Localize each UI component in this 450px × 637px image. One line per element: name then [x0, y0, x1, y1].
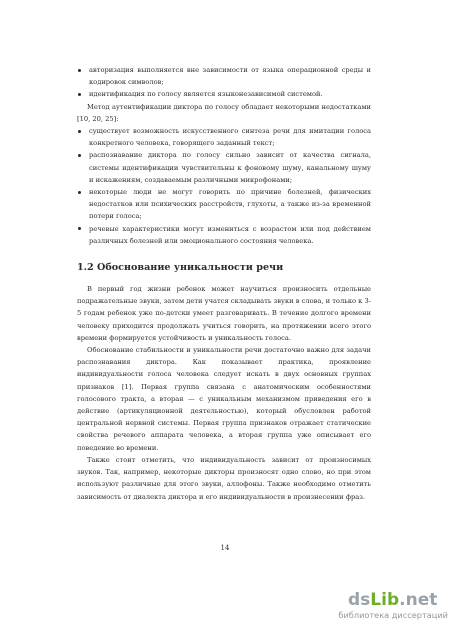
- paragraph: Также стоит отметить, что индивидуальность зависит от произносимых звуков. Так, например, некоторые дикторы произносят одно слово, но при этом используют различные для этого звуки, аллофоны. Также необходимо отметить зависимость от диалекта диктора и его индивидуальности в произнесении фраз.: [77, 455, 371, 501]
- list-item: авторизация выполняется вне зависимости от языка операционной среды и кодировок символов;: [77, 64, 371, 88]
- list-item: распознавание диктора по голосу сильно зависит от качества сигнала, системы идентификации чувствительны к фоновому шуму, канальному шуму и искажениям, создаваемым различными микрофонами;: [77, 149, 371, 186]
- bullet-icon: [78, 69, 81, 72]
- bullet-icon: [78, 191, 81, 194]
- bullet-icon: [78, 130, 81, 133]
- section-heading: [77, 261, 371, 275]
- watermark-logo: dsLib.net: [348, 590, 438, 610]
- bullet-icon: [78, 227, 81, 230]
- section-number: 1.2: [77, 262, 94, 274]
- watermark-subtitle: библиотека диссертаций: [338, 610, 448, 620]
- intro-paragraph: Метод аутентификации диктора по голосу обладает некоторыми недостатками [10, 20, 25]:: [77, 102, 371, 123]
- list-item: речевые характеристики могут измениться с возрастом или под действием различных болезней или эмоционального состояния человека.: [77, 223, 371, 247]
- list-item: идентификация по голосу является языконезависимой системой.: [77, 88, 371, 100]
- bullet-icon: [78, 154, 81, 157]
- list-item: существует возможность искусственного синтеза речи для имитации голоса конкретного человека, говорящего заданный текст;: [77, 125, 371, 149]
- drawbacks-list: [77, 125, 371, 247]
- advantages-list: [77, 64, 371, 101]
- bullet-icon: [78, 93, 81, 96]
- page-number: 14: [220, 544, 230, 552]
- list-item: некоторые люди не могут говорить по причине болезней, физических недостатков или психических расстройств, глухоты, а также из-за временной потери голоса;: [77, 186, 371, 223]
- watermark: [338, 590, 448, 620]
- page-body: [77, 64, 371, 503]
- paragraph: В первый год жизни ребенок может научиться произносить отдельные подражательные звуки, затем дети учатся складывать звуки в слова, и только к 3-5 годам ребенок уже по-детски умеет разговаривать. В течение долгого времени человеку приходится продолжать учиться говорить, на протяжении всего этого времени формируется устойчивость и уникальность голоса.: [77, 285, 371, 342]
- paragraph: Обоснование стабильности и уникальности речи достаточно важно для задачи распознавания диктора. Как показывает практика, проявление индивидуальности голоса человека следует искать в двух основных группах признаков [1]. Первая группа связана с анатомическим особенностями голосового тракта, а вторая — с уникальным механизмом приведения его в действие (артикуляционной деятельностью), который обусловлен работой центральной нервной системы. Первая группа признаков отражает статические свойства речевого аппарата человека, а вторая группа уже описывает его поведение во времени.: [77, 346, 371, 452]
- section-title: Обоснование уникальности речи: [97, 262, 284, 274]
